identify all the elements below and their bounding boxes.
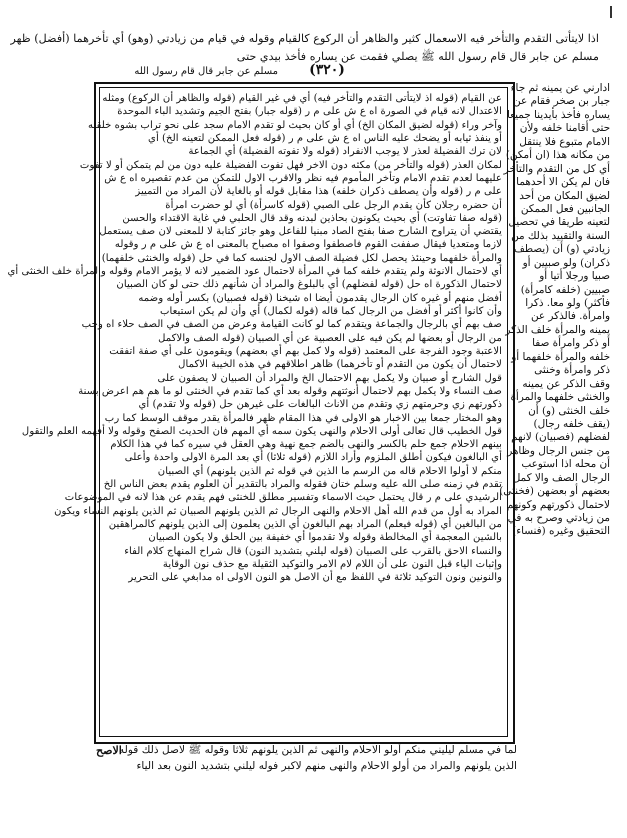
commentary-line: منكم لا أولوا الاحلام قاله من الرسم ما الذين في قوله ثم الذين يلونهم) أي الصبيان [157,465,502,477]
page-edge-mark [610,6,612,18]
commentary-line: الاعتدال لانه قيام في الصورة اه ع ش على م ر (قوله جبار) بفتح الجيم وتشديد الباء الموحدة [117,106,502,118]
margin-line: صبيا ورجلا أتيا أو [539,270,610,283]
commentary-line: على م ر (قوله وأن يصطف ذكران خلفه) هذا مقابل قوله أو بالغاية لأن المراد من التمييز [135,186,502,198]
commentary-line: لاحتمال الذكورة اه حل (قوله لفضلهم) أي بالبلوغ والمراد أن شأنهم ذلك حتى لو كان الصبيان [116,279,502,291]
margin-line: خلف الخنثى (و) أن [528,404,610,417]
commentary-line: صف النساء ولا يكمل بهم لاحتمال أنوثتهم وقوله بعد أي كما تقدم في الخنثى لو ما هم هم اعرض بسنة [78,385,502,397]
commentary-line: عليهما لعدم تقدم الامام وتأخر المأموم فيه نظر والاقرب الاول للتمكن من عدم تقصيره اه ع ش [104,172,502,184]
margin-line: من جنس الرجال وظاهر [507,444,610,457]
margin-line: ذكر وامرأة وخنثى [534,364,610,377]
margin-line: الامام متبوع فلا ينتقل [519,135,610,148]
margin-line: أو ذكر وامرأة صفا [532,337,610,350]
catchword: الاصح [96,744,122,757]
commentary-line: الاعتبة وجود الفرجة على المعتمد (قوله ولا كمل بهم أي بعضهم) ويقومون على أي صفة اتفقت [109,345,502,357]
commentary-line: صف بهم أي بالرجال والجماعة ويتقدم كما لو كانت القيامة وعرض من الصف في الصف حلاء اه وجب [81,319,502,331]
margin-line: لفضلهم (فصبيان) لانهم [511,431,610,444]
margin-line: من مكانه هذا (ان أمكن) [505,149,610,162]
margin-line: جبار بن صخر فقام عن [513,95,610,108]
footer-line-2: الذين يلونهم والمراد من أولو الاحلام والنهى منهم لاكبر فوله ليلني بتشديد النون بعد الياء [136,760,517,772]
footer-line-1: لما في مسلم ليليني منكم أولو الاحلام والنهى ثم الذين يلونهم ثلاثا وقوله ﷺ لاصل ذلك قوله [118,744,517,756]
commentary-line: الرشيدي على م ر قال يحتمل حيث الاسماء وتفسير مطلق للخنثى فهم يقدم عن هذا لانه في الموضوعات [64,492,502,504]
margin-line: بعضهم أو بعضهن (فخنثى) [499,485,610,498]
margin-line: فأكثر) ولو معا. ذكرا [525,297,610,309]
commentary-line: المراد به أول من قدم الله أهل الاحلام والنهى الرجال ثم الذين يلونهم الصبيان ثم الذين يلونهم النساء ويكون [54,505,502,517]
commentary-line: ذكورتهم زي وحرمتهم زي وتقدم من الاناث البالغات على غيرهن حل (قوله ولا تقدم) أي [138,399,502,411]
commentary-line: والنونين ونون التوكيد ثلاثة في اللفظ مع أن الاصل هو النون الاولى اه مدابغي على التحرير [128,572,502,584]
margin-line: صبيين (خلفه كامرأة) [520,283,610,296]
commentary-line: عن القيام (قوله اذ لايتأتى التقدم والتأخر فيه) أي في غير القيام (قوله والظاهر أن الركوع) ومثله [102,93,502,104]
margin-main-text [499,82,610,742]
commentary-line: بينهم الاحلام جمع حلم بالكسر والنهى بالضم جمع نهية وهي العقل في سيره كما في هذا الكلام [110,439,502,451]
commentary-line: وآخر وراء (قوله لضيق المكان الخ) أي أو كان بحيث لو تقدم الامام سجد على نحو تراب بشوه خلقته [88,119,502,131]
commentary-line: (قوله صفا تفاوتت) أي بحيث يكونون بحاذين لبدنه وقد قال الحلبي في غاية الاقتداء والحسن [122,212,502,224]
margin-line: ادارني عن يمينه ثم جاء [510,82,610,94]
margin-line: يمينه والمرأة خلف الذكر [505,323,610,336]
margin-line: (يقف خلفه رجال) [533,417,610,430]
margin-line: يساره فأخذ بأيدينا جميعا [506,108,610,121]
commentary-line: لمكان العذر (قوله والتأخر من) مكثه دون الاخر فهل تفوت الفضيلة عليه دون من لم يتمكن أو لا تفوت [79,159,502,171]
commentary-line: تقدم في زمنه صلى الله عليه وسلم ختان فقوله والمراد بالتقدير أن العلوم يقدم بعض الناس الخ [103,479,502,491]
margin-line: زيادتي (و) أن (يصطف [513,243,610,256]
commentary-line: أن حضره رجلان كأن يقدم الرجل على الصبي (قوله كاسرأة) أي لو حضرت امرأة [165,199,502,211]
commentary-line: قول الخطيب قال تعالى أولى الاحلام والنهى يكون سمه أي المهم فان الحديث الصفح وقوله ولا أفهمه العلم والتقول [21,425,502,437]
commentary-line: أي البالغون فيكون أطلق الملزوم وأراد اللازم (قوله ثلاثا) أي بعد المرة الاولى واحدة وأعلى [124,452,502,464]
page-number: (٣٢٠) [309,62,345,78]
margin-line: حتى أقامنا خلفه ولأن [519,122,610,135]
margin-line: وقف الذكر عن يمينه [522,377,610,390]
margin-line: ذكران) ولو صبيين أو [522,256,610,269]
commentary-line: لازما ومتعديا فيقال صففت القوم فاصطفوا وصفوا اه مصباح بالمعنى اه ع ش على م ر وقوله [114,239,502,251]
header-line-1: اذا لايتأتى التقدم والتأخر فيه الاسعمال كثير والظاهر أن الركوع كالقيام وقوله في قيام من زيادتي (وهو) أي تأخرهما (أفضل) ظهر [10,32,599,45]
commentary-line: لاحتمال أن يكون من التقدم أو تأخرهما) ظاهر اطلاقهم في هذه الخيبة الاكمال [178,359,502,371]
margin-line: أن محله اذا استوعب [521,458,610,471]
margin-line [518,539,610,552]
margin-line: الجانبين فعل الممكن [520,202,610,215]
running-head: مسلم عن جابر قال قام رسول الله [134,66,278,77]
commentary-line: وهو المختار جمعا بين الاخبار هو الاولى في هذا المقام ظهر فالمرأة يقدر موقف الوسط كما رب [104,412,502,424]
commentary-line: والمرأة خلفهما وحينئذ يحصل لكل فضيلة الصف الاول لجنسه كما في حل (قوله والخنثى خلفهما) [101,252,502,264]
margin-line: خلفه والمرأة خلفهما أو [511,350,610,363]
commentary-line: لان ترك الفضيلة لعذر لا يوجب الانفراد (قوله ولا تفوته الفضيلة) أي الجماعة [188,146,502,158]
commentary-line: والنساء الاحق بالقرب على الصبيان (قوله ليلني بتشديد النون) قال شراح المنهاج كلام الفاء [124,545,502,557]
margin-line: السنة والتقييد بذلك من [511,229,610,242]
header-line-2: مسلم عن جابر قال قام رسول الله ﷺ يصلي فقمت عن يساره فأخذ بيدي حتى [236,50,599,63]
margin-line: لضيق المكان من أحد [519,189,610,202]
margin-line: والخنثى خلفهما والمرأة [510,391,610,404]
commentary-line: أفضل منهم أو غيره كان الرجال يقدمون أيضا اه شيخنا (قوله فصبيان) بكسر أوله وضمه [138,292,502,304]
commentary-line: وإثبات الياء قبل النون على أن اللام لام الامر والتوكيد الثقيلة مع حذف نون الوقاية [162,558,502,570]
margin-line: التحقيق وغيره (فنساء) [512,525,610,538]
margin-line: الرجال الصف والا كمل [512,471,610,484]
commentary-line: من الرجال أو بعضها لم يكن فيه على العصبية عن أي الصبيان (قوله الصف والاكمل [158,332,502,344]
commentary-text [7,92,502,732]
commentary-line: قول الشارح أو صبيان ولا يكمل بهم الاحتمال الخ والمراد أن الصبيان لا يصفون على [157,372,502,384]
commentary-line: أو ينفذ ثيابه أو يضحك عليه الناس اه ع ش على م ر (قوله فعل الممكن لتعينه الخ) أي [148,132,502,144]
margin-line: لتعينه طريقا في تحصيل [508,216,610,229]
commentary-line: من البالغين أي (قوله فيعلم) المراد بهم البالغون أي الذين يعلمون إلى الذين يلونهم كالمراهقين [108,519,502,530]
margin-line: أي كل من التقدم والتأخر [503,162,610,175]
commentary-line: يقتضي أن يتراوح الشارح صفا بفتح الصاد مبنيا للفاعل وهو جائز كتابة لا للمعنى لان صف يستعمل [99,226,502,238]
margin-line: وامرأة. فالذكر عن [531,310,610,323]
commentary-line: أي لاحتمال الانوثة ولم يتقدم خلفه كما في المرأة لاحتمال عود الضمير لانه لا يؤمر الامام وقوله والمرأة خلف الخنثى أي [7,266,502,278]
commentary-line: وأن كانوا أكثر أو أفضل من الرجال كما قاله (قوله لكمال) أي وأن لم يكن استيعاب [159,306,502,317]
margin-line: فان لم يكن الا أحدهما [516,176,610,189]
margin-line: لاحتمال ذكورتهم وكونهم [506,498,610,511]
margin-line: من زيادتي وصرح به في [507,512,610,524]
commentary-line: بالشين المعجمة أي المخالطة وقوله ولا تقدموا أي خفيفة بين الحلق ولا يكون الصبيان [148,532,502,544]
